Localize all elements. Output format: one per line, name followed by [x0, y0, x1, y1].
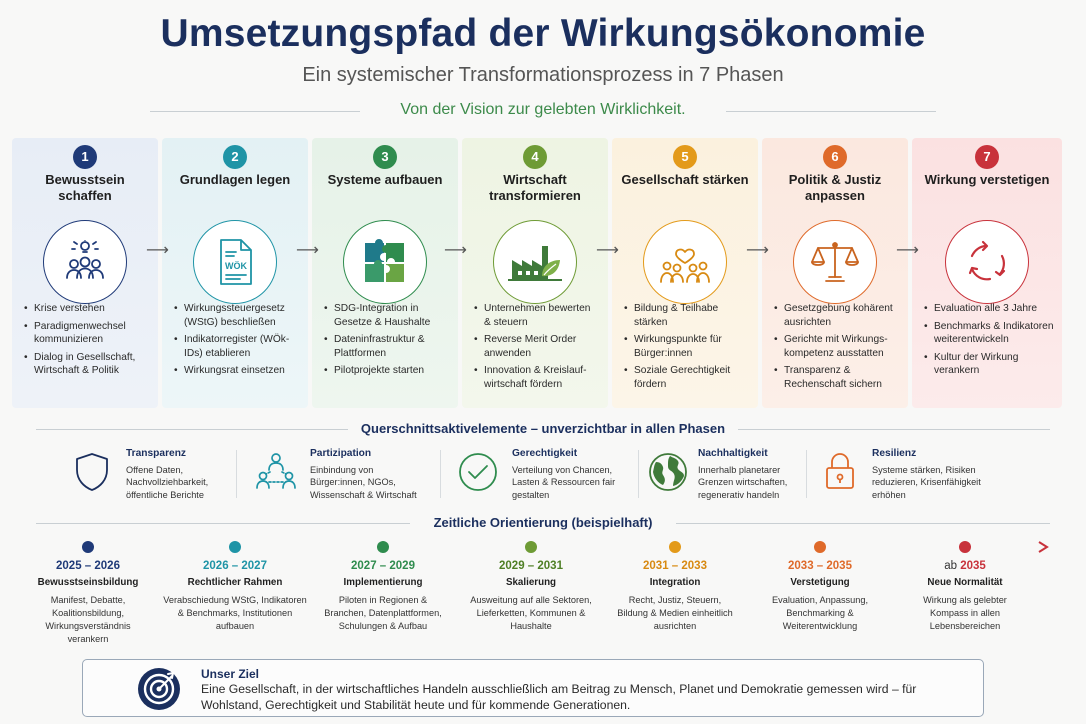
timeline-dot: [959, 541, 971, 553]
phase-number: 1: [73, 145, 97, 169]
cross-item-title: Nachhaltigkeit: [698, 448, 768, 459]
timeline-label: Neue Normalität: [927, 577, 1003, 588]
timeline-axis: [0, 540, 1086, 554]
separator: [236, 450, 237, 498]
cross-item-resilienz: [818, 446, 998, 504]
timeline-label: Rechtlicher Rahmen: [187, 577, 283, 588]
people-network-icon: [254, 450, 298, 494]
phase-title: Politik & Justiz anpassen: [788, 172, 882, 203]
phase-list: [924, 302, 1054, 382]
phase-5: [612, 138, 758, 408]
phase-title: Wirkung verstetigen: [924, 172, 1050, 187]
cross-item-title: Partizipation: [310, 448, 372, 459]
timeline-dot: [377, 541, 389, 553]
timeline-desc: Evaluation, Anpassung, Benchmarking & Weiterentwicklung: [771, 595, 869, 631]
list-item: • Indikatorregister (WÖk-IDs) etablieren: [174, 333, 300, 360]
list-item: • Reverse Merit Order anwenden: [474, 333, 600, 360]
list-item: • Wirkungsrat einsetzen: [174, 364, 300, 378]
document-icon: [193, 220, 277, 304]
phase-number: 7: [975, 145, 999, 169]
cross-item-title: Transparenz: [126, 448, 187, 459]
list-item: • Wirkungspunkte für Bürger:innen: [624, 333, 750, 360]
timeline-year: 2026 – 2027: [203, 560, 267, 572]
timeline-year-value: 2035: [960, 560, 986, 572]
tagline-row: [150, 101, 936, 121]
phase-list: [324, 302, 450, 382]
phase-number: 5: [673, 145, 697, 169]
timeline-label: Skalierung: [505, 577, 557, 588]
phase-list: [474, 302, 600, 395]
list-item: • Kultur der Wirkung verankern: [924, 351, 1054, 378]
timeline-label: Implementierung: [343, 577, 423, 588]
page-title: Umsetzungspfad der Wirkungsökonomie: [160, 12, 926, 55]
goal-title: Unser Ziel: [201, 667, 260, 681]
phase-6: [762, 138, 908, 408]
cross-item-desc: Systeme stärken, Risiken reduzieren, Krisenfähigkeit erhöhen: [872, 465, 981, 500]
phase-title: Bewusstsein schaffen: [45, 172, 125, 203]
list-item: • Gerichte mit Wirkungs-kompetenz ausstatten: [774, 333, 900, 360]
arrow-right-icon: ⟶: [746, 242, 769, 259]
arrow-right-icon: ⟶: [896, 242, 919, 259]
separator: [440, 450, 441, 498]
cross-item-transparenz: [70, 446, 238, 504]
cross-item-nachhaltigkeit: [646, 446, 816, 504]
list-item: • Gesetzgebung kohärent ausrichten: [774, 302, 900, 329]
list-item: • Benchmarks & Indikatoren weiterentwickeln: [924, 320, 1054, 347]
timeline-dot: [669, 541, 681, 553]
arrow-right-icon: ⟶: [444, 242, 467, 259]
phase-list: [624, 302, 750, 395]
cross-item-partizipation: [254, 446, 434, 504]
phase-1: [12, 138, 158, 408]
globe-icon: [646, 450, 690, 494]
timeline-year: 2033 – 2035: [788, 560, 852, 572]
timeline-year: [892, 560, 1038, 572]
timeline-label: Bewusstseinsbildung: [37, 577, 139, 588]
list-item: • Dialog in Gesellschaft, Wirtschaft & Politik: [24, 351, 150, 378]
timeline-desc: Piloten in Regionen & Branchen, Datenplattformen, Schulungen & Aufbau: [324, 595, 442, 631]
list-item: • Unternehmen bewerten & steuern: [474, 302, 600, 329]
phase-4: [462, 138, 608, 408]
phase-list: [774, 302, 900, 395]
timeline-label: Integration: [649, 577, 701, 588]
timeline-desc: Ausweitung auf alle Sektoren, Lieferketten, Kommunen & Haushalte: [470, 595, 592, 631]
timeline-dot: [229, 541, 241, 553]
community-heart-icon: [643, 220, 727, 304]
arrow-right-icon: ⟶: [596, 242, 619, 259]
cross-item-desc: Verteilung von Chancen, Lasten & Ressourcen fair gestalten: [512, 465, 616, 500]
list-item: • Paradigmenwechsel kommunizieren: [24, 320, 150, 347]
list-item: • Krise verstehen: [24, 302, 150, 316]
lock-icon: [818, 450, 862, 494]
phase-2: [162, 138, 308, 408]
cross-item-desc: Offene Daten, Nachvollziehbarkeit, öffentliche Berichte: [126, 465, 209, 500]
timeline-year: 2027 – 2029: [351, 560, 415, 572]
goal-box: [82, 659, 984, 717]
cross-item-title: Resilienz: [872, 448, 917, 459]
list-item: • Soziale Gerechtigkeit fördern: [624, 364, 750, 391]
cross-cutting-title: Querschnittsaktivelemente – unverzichtbar in allen Phasen: [360, 421, 726, 436]
page-subtitle: Ein systemischer Transformationsprozess in 7 Phasen: [302, 64, 784, 86]
svg-text:WÖK: WÖK: [225, 261, 247, 271]
list-item: • Transparenz & Rechenschaft sichern: [774, 364, 900, 391]
phase-number: 4: [523, 145, 547, 169]
phase-7: [912, 138, 1062, 408]
cross-item-desc: Einbindung von Bürger:innen, NGOs, Wissenschaft & Wirtschaft: [310, 465, 417, 500]
timeline-year: 2025 – 2026: [56, 560, 120, 572]
puzzle-icon: [343, 220, 427, 304]
shield-icon: [70, 450, 114, 494]
cross-item-gerechtigkeit: [456, 446, 636, 504]
timeline-desc: Recht, Justiz, Steuern, Bildung & Medien einheitlich ausrichten: [617, 595, 733, 631]
cross-item-desc: Innerhalb planetarer Grenzen wirtschaften, regenerativ handeln: [698, 465, 788, 500]
timeline-dot: [814, 541, 826, 553]
tagline: Von der Vision zur gelebten Wirklichkeit.: [400, 101, 686, 118]
cross-item-title: Gerechtigkeit: [512, 448, 578, 459]
timeline-year-prefix: ab: [944, 560, 957, 572]
phase-number: 6: [823, 145, 847, 169]
timeline-year: 2031 – 2033: [643, 560, 707, 572]
list-item: • Bildung & Teilhabe stärken: [624, 302, 750, 329]
list-item: • Evaluation alle 3 Jahre: [924, 302, 1054, 316]
timeline-dot: [82, 541, 94, 553]
check-circle-icon: [456, 450, 500, 494]
list-item: • Dateninfrastruktur & Plattformen: [324, 333, 450, 360]
list-item: • Wirkungssteuergesetz (WStG) beschließen: [174, 302, 300, 329]
phase-title: Grundlagen legen: [179, 172, 291, 187]
timeline-desc: Manifest, Debatte, Koalitionsbildung, Wirkungsverständnis verankern: [45, 595, 131, 644]
list-item: • SDG-Integration in Gesetze & Haushalte: [324, 302, 450, 329]
phase-list: [174, 302, 300, 382]
people-idea-icon: [43, 220, 127, 304]
phase-number: 2: [223, 145, 247, 169]
phase-title: Systeme aufbauen: [327, 172, 443, 187]
phase-3: [312, 138, 458, 408]
phase-title: Gesellschaft stärken: [621, 172, 749, 187]
factory-leaf-icon: [493, 220, 577, 304]
separator: [806, 450, 807, 498]
arrow-right-icon: ⟶: [296, 242, 319, 259]
timeline-dot: [525, 541, 537, 553]
phase-number: 3: [373, 145, 397, 169]
timeline-year: 2029 – 2031: [499, 560, 563, 572]
arrow-right-icon: ⟶: [146, 242, 169, 259]
cycle-arrows-icon: [945, 220, 1029, 304]
timeline-title: Zeitliche Orientierung (beispielhaft): [433, 515, 653, 530]
timeline-desc: Wirkung als gelebter Kompass in allen Lebensbereichen: [923, 595, 1007, 631]
goal-text: Eine Gesellschaft, in der wirtschaftliches Handeln ausschließlich am Beitrag zu Mensch, Planet und Demokratie gemessen wird – für Wohlstand, Gerechtigkeit und Stabilität heute und für kommende Generationen.: [201, 682, 917, 712]
phase-title: Wirtschaft transformieren: [489, 172, 581, 203]
phase-list: [24, 302, 150, 382]
timeline-desc: Verabschiedung WStG, Indikatoren & Benchmarks, Institutionen aufbauen: [163, 595, 307, 631]
timeline-label: Verstetigung: [790, 577, 850, 588]
target-icon: [137, 667, 181, 711]
list-item: • Pilotprojekte starten: [324, 364, 450, 378]
list-item: • Innovation & Kreislauf-wirtschaft fördern: [474, 364, 600, 391]
separator: [638, 450, 639, 498]
scales-icon: [793, 220, 877, 304]
